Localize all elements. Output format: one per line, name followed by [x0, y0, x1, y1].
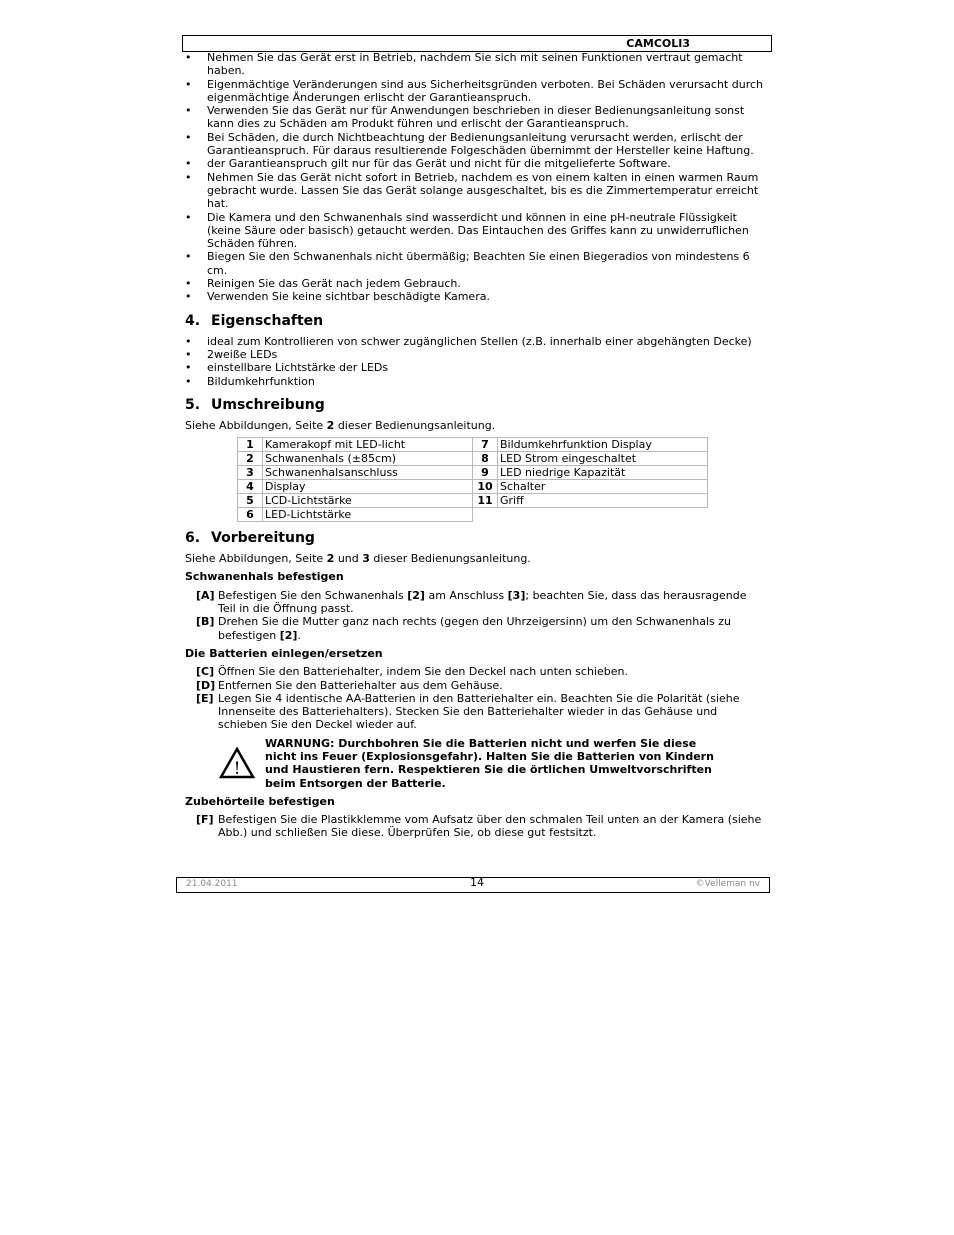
list-item: • Nehmen Sie das Gerät nicht sofort in Betrieb, nachdem es von einem kalten in einen warmen Raum gebracht wurde. Lassen Sie das Gerät solange ausgeschaltet, bis es die Zimmertemperatur erreicht hat.	[185, 171, 765, 211]
list-item: • ideal zum Kontrollieren von schwer zugänglichen Stellen (z.B. innerhalb einer abgehängten Decke)	[185, 335, 765, 348]
table-row: 5 LCD-Lichtstärke 11 Griff	[238, 494, 708, 508]
list-item: • Reinigen Sie das Gerät nach jedem Gebrauch.	[185, 277, 765, 290]
list-item: • Verwenden Sie keine sichtbar beschädigte Kamera.	[185, 290, 765, 303]
safety-list	[185, 51, 765, 304]
list-item: • 2weiße LEDs	[185, 348, 765, 361]
section-heading-vorbereitung: 6. Vorbereitung	[185, 530, 315, 547]
section6-intro: Siehe Abbildungen, Seite 2 und 3 dieser Bedienungsanleitung.	[185, 552, 531, 566]
section-heading-umschreibung: 5. Umschreibung	[185, 396, 325, 413]
step-e: [E] Legen Sie 4 identische AA-Batterien in den Batteriehalter ein. Beachten Sie die Polarität (siehe Innenseite des Batteriehalters). Stecken Sie den Batteriehalter wieder in das Gehäuse und schieben Sie den Deckel wieder auf.	[196, 691, 740, 732]
table-row: 2 Schwanenhals (±85cm) 8 LED Strom eingeschaltet	[238, 452, 708, 466]
warning-icon	[219, 747, 255, 779]
table-row: 6 LED-Lichtstärke	[238, 508, 708, 522]
table-row: 1 Kamerakopf mit LED-licht 7 Bildumkehrfunktion Display	[238, 438, 708, 452]
step-f: [F] Befestigen Sie die Plastikklemme vom Aufsatz über den schmalen Teil unten an der Kamera (siehe Abb.) und schließen Sie diese. Überprüfen Sie, ob diese gut festsitzt.	[196, 813, 762, 840]
list-item: • Verwenden Sie das Gerät nur für Anwendungen beschrieben in dieser Bedienungsanleitung sonst kann dies zu Schäden am Produkt führen und erlischt der Garantieanspruch.	[185, 104, 765, 131]
page-number: 14	[470, 876, 484, 889]
step-b: [B] Drehen Sie die Mutter ganz nach rechts (gegen den Uhrzeigersinn) um den Schwanenhals zu befestigen [2].	[196, 615, 732, 642]
list-item: • Nehmen Sie das Gerät erst in Betrieb, nachdem Sie sich mit seinen Funktionen vertraut gemacht haben.	[185, 51, 765, 78]
section5-intro: Siehe Abbildungen, Seite 2 dieser Bedienungsanleitung.	[185, 418, 496, 432]
subheading-batterien: Die Batterien einlegen/ersetzen	[185, 646, 383, 660]
features-list	[185, 335, 765, 388]
step-a: [A] Befestigen Sie den Schwanenhals [2] am Anschluss [3]; beachten Sie, dass das herausragende Teil in die Öffnung passt.	[196, 588, 747, 616]
parts-table	[237, 437, 708, 522]
list-item: • Die Kamera und den Schwanenhals sind wasserdicht und können in eine pH-neutrale Flüssigkeit (keine Säure oder basisch) getaucht werden. Das Eintauchen des Griffes kann zu unwiderruflichen Schäden führen.	[185, 211, 765, 251]
list-item: • Eigenmächtige Veränderungen sind aus Sicherheitsgründen verboten. Bei Schäden verursacht durch eigenmächtige Änderungen erlischt der Garantieanspruch.	[185, 78, 765, 105]
svg-text:!: !	[233, 758, 241, 779]
page-content	[185, 51, 765, 840]
section-heading-eigenschaften: 4. Eigenschaften	[185, 312, 324, 329]
list-item: • Bildumkehrfunktion	[185, 375, 765, 388]
footer-copyright: ©Velleman nv	[695, 879, 760, 889]
table-row: 4 Display 10 Schalter	[238, 480, 708, 494]
subheading-zubehoer: Zubehörteile befestigen	[185, 794, 335, 808]
list-item: • Bei Schäden, die durch Nichtbeachtung der Bedienungsanleitung verursacht werden, erlischt der Garantieanspruch. Für daraus resultierende Folgeschäden übernimmt der Hersteller keine Haftung.	[185, 131, 765, 158]
list-item: • der Garantieanspruch gilt nur für das Gerät und nicht für die mitgelieferte Software.	[185, 157, 765, 170]
step-d: [D] Entfernen Sie den Batteriehalter aus dem Gehäuse.	[196, 678, 503, 692]
step-c: [C] Öffnen Sie den Batteriehalter, indem Sie den Deckel nach unten schieben.	[196, 665, 628, 679]
battery-warning: ! WARNUNG: Durchbohren Sie die Batterien nicht und werfen Sie diese nicht ins Feuer (Explosionsgefahr). Halten Sie die Batterien von Kindern und Haustieren fern. Respektieren Sie die örtlichen Umweltvorschriften beim Entsorgen der Batterie.	[185, 737, 730, 790]
table-row: 3 Schwanenhalsanschluss 9 LED niedrige Kapazität	[238, 466, 708, 480]
footer-date: 21.04.2011	[186, 879, 238, 889]
subheading-schwanenhals: Schwanenhals befestigen	[185, 570, 344, 584]
document-title: CAMCOLI3	[626, 37, 690, 50]
list-item: • Biegen Sie den Schwanenhals nicht übermäßig; Beachten Sie einen Biegeradios von mindestens 6 cm.	[185, 250, 765, 277]
list-item: • einstellbare Lichtstärke der LEDs	[185, 361, 765, 374]
